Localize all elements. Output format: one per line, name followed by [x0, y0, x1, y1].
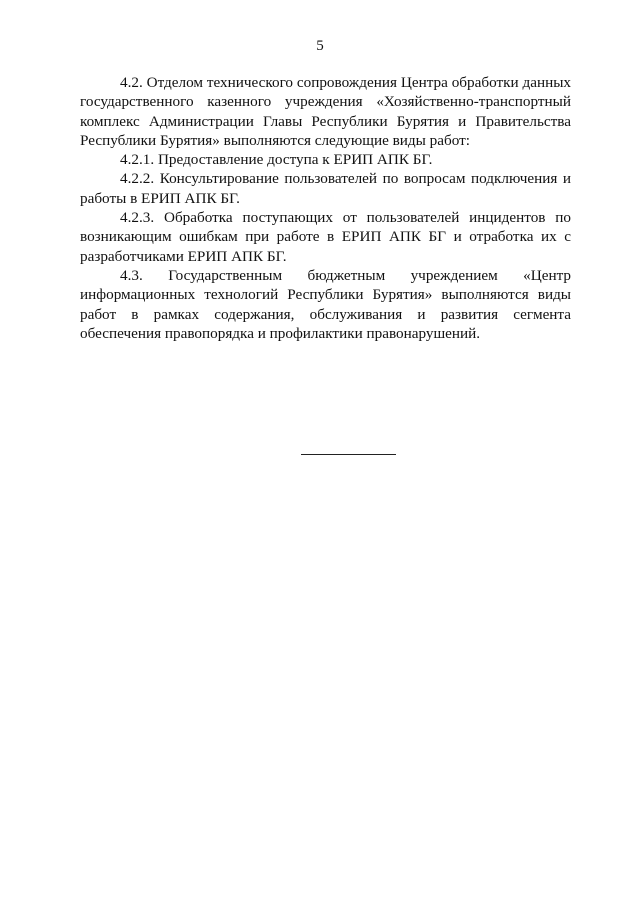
paragraph-4-3: 4.3. Государственным бюджетным учреждением «Центр информационных технологий Республики Бурятия» выполняются виды работ в рамках содержания, обслуживания и развития сегмента обеспечения правопорядка и профилактики правонарушений.	[80, 266, 571, 342]
paragraph-4-2-1: 4.2.1. Предоставление доступа к ЕРИП АПК БГ.	[120, 151, 433, 169]
end-of-document-rule	[301, 454, 396, 455]
page-number: 5	[316, 38, 324, 54]
paragraph-4-2-3: 4.2.3. Обработка поступающих от пользователей инцидентов по возникающим ошибкам при работе в ЕРИП АПК БГ и отработка их с разработчиками ЕРИП АПК БГ.	[80, 209, 571, 265]
paragraph-4-2-2: 4.2.2. Консультирование пользователей по вопросам подключения и работы в ЕРИП АПК БГ.	[80, 170, 571, 207]
document-body	[80, 73, 571, 343]
paragraph-4-2: 4.2. Отделом технического сопровождения Центра обработки данных государственного казенного учреждения «Хозяйственно-транспортный комплекс Администрации Главы Республики Бурятия и Правительства Республики Бурятия» выполняются следующие виды работ:	[80, 74, 571, 149]
